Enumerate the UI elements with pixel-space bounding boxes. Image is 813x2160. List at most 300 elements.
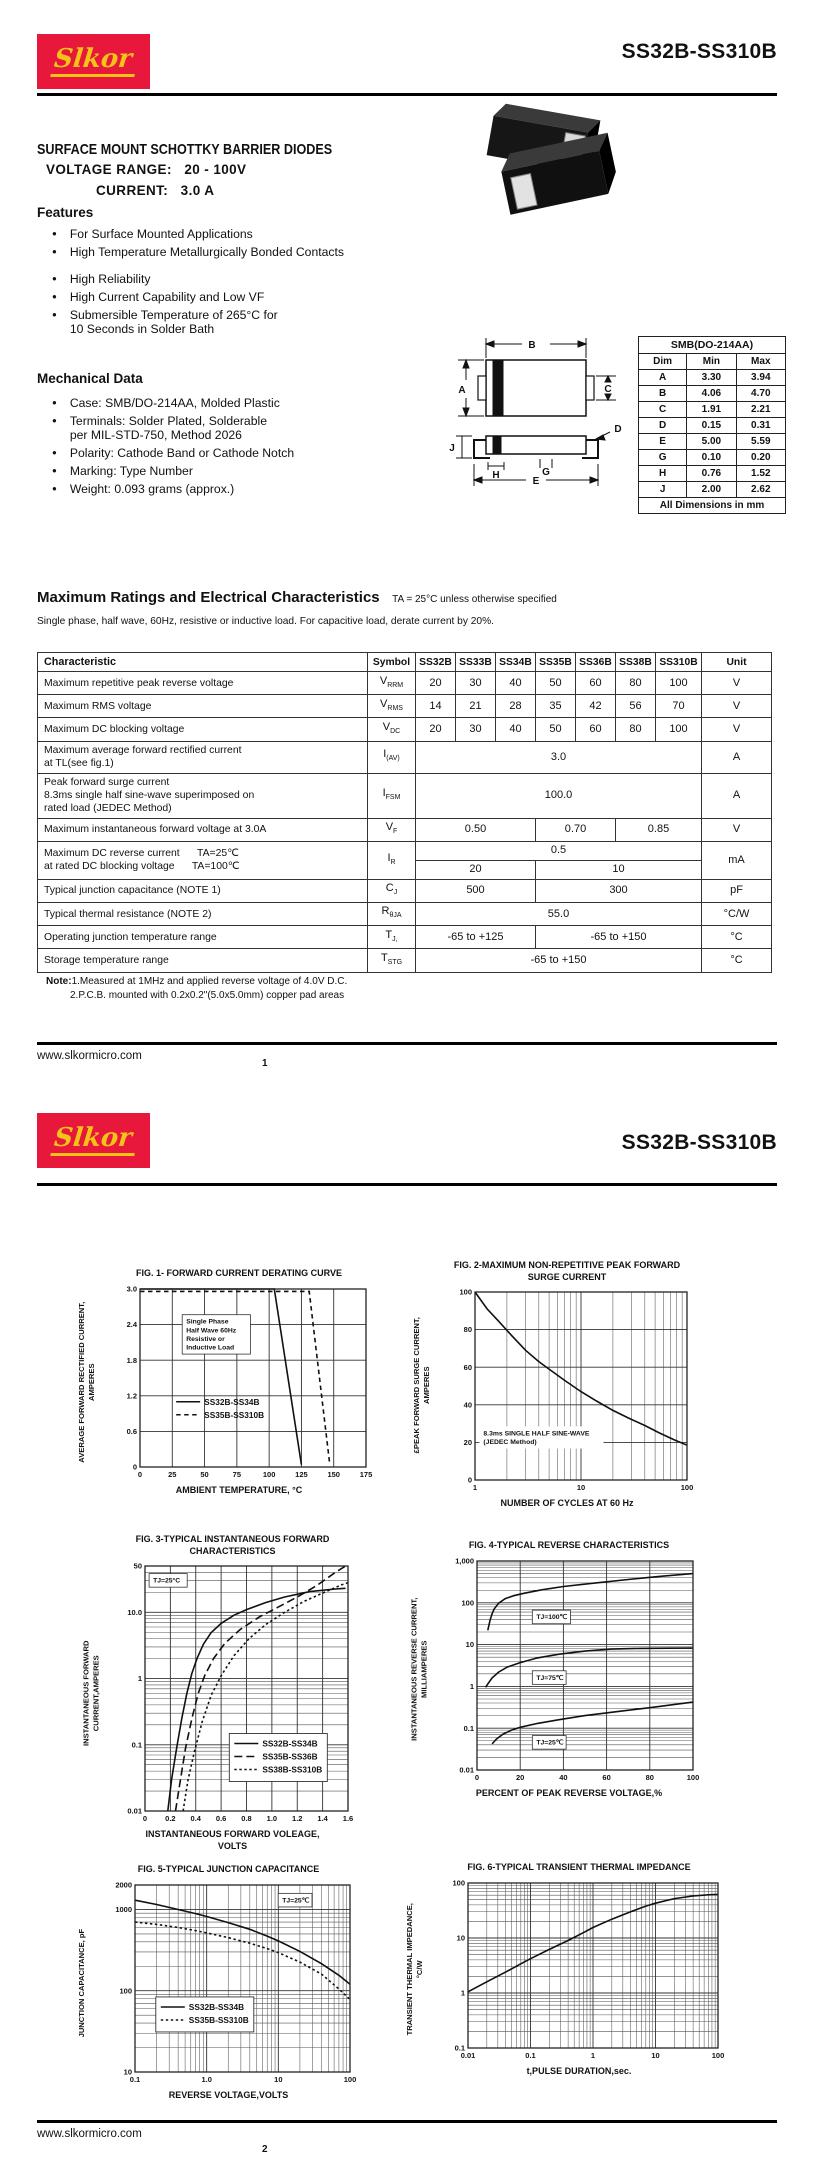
fig4-title: FIG. 4-TYPICAL REVERSE CHARACTERISTICS [468, 1540, 670, 1550]
characteristic-cell: Peak forward surge current 8.3ms single half sine-wave superimposed on rated load (JEDEC Method) [38, 773, 368, 818]
note-1-text: 1.Measured at 1MHz and applied reverse voltage of 4.0V D.C. [71, 976, 348, 987]
dim-table-body [639, 337, 786, 514]
fig1-chart [104, 1283, 374, 1483]
svg-text:TJ=25℃: TJ=25℃ [282, 1897, 310, 1905]
footer-website-page2: www.slkormicro.com [37, 2128, 142, 2140]
svg-text:SS32B-SS34B: SS32B-SS34B [188, 2001, 245, 2012]
value-cell: 300 [536, 879, 702, 902]
footer-website-page1: www.slkormicro.com [37, 1050, 142, 1062]
value-cell: 500 [416, 879, 536, 902]
package-dimensions-table [638, 336, 786, 514]
value-cell: -65 to +150 [536, 926, 702, 949]
fig4-y-axis-label: INSTANTANEOUS REVERSE CURRENT, MILLIAMPERES [409, 1598, 430, 1742]
svg-text:Single Phase: Single Phase [186, 1318, 229, 1326]
svg-text:10: 10 [274, 2074, 283, 2084]
svg-text:1: 1 [137, 1674, 142, 1684]
svg-text:Inductive Load: Inductive Load [186, 1344, 235, 1352]
characteristic-cell: Maximum repetitive peak reverse voltage [38, 672, 368, 695]
svg-text:100: 100 [262, 1469, 276, 1479]
table-row [639, 482, 786, 498]
dim-table-cell: 0.10 [687, 450, 736, 466]
svg-text:150: 150 [327, 1469, 340, 1479]
fig5-title: FIG. 5-TYPICAL JUNCTION CAPACITANCE [137, 1864, 320, 1874]
dim-table-cell: A [639, 370, 687, 386]
svg-text:0.01: 0.01 [460, 2050, 476, 2060]
list-item [52, 290, 382, 304]
list-item-text: Polarity: Cathode Band or Cathode Notch [69, 446, 295, 460]
current-label: CURRENT: [96, 183, 169, 198]
dim-table-footer: All Dimensions in mm [639, 498, 786, 514]
bullet-icon: ● [52, 310, 57, 319]
dim-table-cell: 3.30 [687, 370, 736, 386]
data-series [488, 1573, 693, 1630]
bullet-icon: ● [52, 292, 57, 301]
bullet-icon: ● [52, 398, 57, 407]
value-cell: 10 [536, 860, 702, 879]
svg-text:0.6: 0.6 [126, 1426, 137, 1436]
unit-cell: V [702, 718, 772, 741]
value-cell: 55.0 [416, 902, 702, 925]
table-row [38, 926, 772, 949]
value-cell: -65 to +150 [416, 949, 702, 972]
figure-6 [398, 1862, 726, 2077]
value-cell: 28 [496, 695, 536, 718]
dim-table-cell: B [639, 386, 687, 402]
dim-label-A: A [458, 385, 466, 396]
product-photo [470, 98, 630, 233]
unit-cell: °C/W [702, 902, 772, 925]
mechanical-data-list [52, 396, 382, 496]
characteristic-cell: Maximum instantaneous forward voltage at 3.0A [38, 818, 368, 841]
svg-text:50: 50 [133, 1561, 142, 1571]
value-cell: 30 [456, 672, 496, 695]
value-cell: 14 [416, 695, 456, 718]
value-cell: 80 [616, 718, 656, 741]
svg-text:0.6: 0.6 [215, 1814, 227, 1824]
value-cell: 20 [416, 672, 456, 695]
svg-text:175: 175 [359, 1469, 373, 1479]
svg-text:40: 40 [559, 1772, 568, 1782]
value-cell: 50 [536, 718, 576, 741]
svg-text:125: 125 [295, 1469, 308, 1479]
svg-text:2.4: 2.4 [126, 1319, 137, 1329]
svg-text:1,000: 1,000 [455, 1556, 474, 1566]
figure-2 [405, 1260, 695, 1510]
unit-cell: mA [702, 841, 772, 879]
symbol-cell: $V_{RMS}$ [368, 695, 416, 718]
svg-text:1.0: 1.0 [266, 1814, 278, 1824]
svg-text:1.6: 1.6 [342, 1814, 354, 1824]
svg-text:10: 10 [651, 2050, 660, 2060]
page-number-2: 2 [262, 2144, 268, 2155]
dim-table-cell: E [639, 434, 687, 450]
symbol-cell: $T_{STG}$ [368, 949, 416, 972]
ratings-title: Maximum Ratings and Electrical Characteristics [37, 589, 380, 606]
svg-text:10.0: 10.0 [127, 1608, 142, 1618]
dim-label-J: J [449, 443, 455, 454]
fig3-chart [109, 1560, 356, 1827]
dim-table-cell: 0.15 [687, 418, 736, 434]
table-row [38, 672, 772, 695]
value-cell: 3.0 [416, 741, 702, 773]
svg-text:100: 100 [119, 1986, 132, 1996]
characteristic-cell: Typical thermal resistance (NOTE 2) [38, 902, 368, 925]
dim-label-B: B [528, 340, 536, 351]
table-row [38, 718, 772, 741]
list-item [52, 272, 382, 286]
value-cell: 70 [656, 695, 702, 718]
dim-table-header: Dim [639, 354, 687, 370]
dim-table-cell: 0.31 [736, 418, 785, 434]
svg-text:10: 10 [576, 1483, 586, 1493]
value-cell: 0.85 [616, 818, 702, 841]
fig2-title: FIG. 2-MAXIMUM NON-REPETITIVE PEAK FORWARD SURGE CURRENT [453, 1260, 681, 1282]
ratings-column-header: SS36B [576, 653, 616, 672]
ratings-heading [37, 589, 557, 607]
dim-table-cell: 2.21 [736, 402, 785, 418]
unit-cell: A [702, 773, 772, 818]
table-row [639, 370, 786, 386]
unit-cell: V [702, 818, 772, 841]
svg-text:SS35B-SS310B: SS35B-SS310B [204, 1409, 265, 1420]
value-cell: 0.5 [416, 841, 702, 860]
value-cell: 0.50 [416, 818, 536, 841]
svg-text:(JEDEC Method): (JEDEC Method) [483, 1439, 537, 1447]
svg-text:1.2: 1.2 [126, 1391, 137, 1401]
value-cell: 20 [416, 860, 536, 879]
svg-text:1.0: 1.0 [201, 2074, 212, 2084]
svg-text:1: 1 [460, 1988, 465, 1998]
svg-text:0: 0 [142, 1814, 148, 1824]
bullet-icon: ● [52, 274, 57, 283]
fig1-title: FIG. 1- FORWARD CURRENT DERATING CURVE [135, 1268, 342, 1278]
dim-table-cell: 4.06 [687, 386, 736, 402]
table-row [639, 386, 786, 402]
svg-text:1.8: 1.8 [126, 1355, 137, 1365]
symbol-cell: $I_R$ [368, 841, 416, 879]
figure-1 [70, 1268, 374, 1496]
dim-table-cell: 4.70 [736, 386, 785, 402]
unit-cell: V [702, 695, 772, 718]
table-notes [46, 975, 347, 1003]
dim-table-cell: D [639, 418, 687, 434]
svg-text:100: 100 [680, 1483, 694, 1493]
part-number-title-page2: SS32B-SS310B [621, 1131, 777, 1154]
svg-text:10: 10 [465, 1639, 474, 1649]
list-item-text: High Current Capability and Low VF [69, 290, 265, 304]
dim-table-cell: 2.62 [736, 482, 785, 498]
svg-text:SS32B-SS34B: SS32B-SS34B [204, 1396, 260, 1407]
fig6-chart [432, 1877, 726, 2064]
brand-logo-text-page2: Slkor [50, 1125, 137, 1156]
list-item-text: Weight: 0.093 grams (approx.) [69, 482, 235, 496]
svg-text:75: 75 [232, 1469, 242, 1479]
characteristic-cell: Maximum DC reverse current TA=25℃ at rated DC blocking voltage TA=100℃ [38, 841, 368, 879]
list-item [52, 482, 382, 496]
ratings-title-note: TA = 25°C unless otherwise specified [392, 594, 557, 605]
svg-text:0: 0 [132, 1462, 137, 1472]
dim-label-G: G [542, 467, 550, 478]
value-cell: 0.70 [536, 818, 616, 841]
ratings-column-header: SS35B [536, 653, 576, 672]
svg-text:TJ=25℃: TJ=25℃ [536, 1739, 564, 1747]
figure-4 [403, 1540, 701, 1799]
voltage-range-line [46, 162, 246, 177]
table-row [38, 902, 772, 925]
fig6-y-axis-label: TRANSIENT THERMAL IMPEDANCE, °C/W [404, 1903, 424, 2036]
dim-table-cell: 5.00 [687, 434, 736, 450]
symbol-cell: $V_F$ [368, 818, 416, 841]
svg-text:20: 20 [463, 1438, 472, 1448]
value-cell: 20 [416, 718, 456, 741]
svg-text:80: 80 [463, 1325, 472, 1335]
dim-table-cell: C [639, 402, 687, 418]
list-item-text: Submersible Temperature of 265°C for 10 Seconds in Solder Bath [69, 308, 278, 336]
dim-table-cell: 5.59 [736, 434, 785, 450]
svg-text:Resistive or: Resistive or [186, 1335, 225, 1343]
dim-table-cell: H [639, 466, 687, 482]
svg-text:0.1: 0.1 [463, 1723, 474, 1733]
fig3-x-axis-label: INSTANTANEOUS FORWARD VOLEAGE, VOLTS [145, 1829, 320, 1852]
dim-table-cell: J [639, 482, 687, 498]
svg-text:10: 10 [456, 1933, 465, 1943]
value-cell: 35 [536, 695, 576, 718]
ratings-table-body [38, 672, 772, 973]
list-item [52, 464, 382, 478]
svg-text:1.4: 1.4 [317, 1814, 328, 1824]
note-line-2: 2.P.C.B. mounted with 0.2x0.2"(5.0x5.0mm) copper pad areas [70, 990, 345, 1001]
svg-text:100: 100 [686, 1772, 700, 1782]
footer-rule-page1 [37, 1042, 777, 1045]
fig5-x-axis-label: REVERSE VOLTAGE,VOLTS [168, 2089, 289, 2100]
svg-text:SS38B-SS310B: SS38B-SS310B [262, 1764, 323, 1775]
value-cell: 60 [576, 672, 616, 695]
bullet-icon: ● [52, 229, 57, 238]
value-cell: 21 [456, 695, 496, 718]
dim-table-cell: 0.20 [736, 450, 785, 466]
svg-text:60: 60 [463, 1363, 472, 1373]
part-number-title: SS32B-SS310B [621, 40, 777, 63]
svg-text:1: 1 [590, 2050, 596, 2060]
table-row [639, 402, 786, 418]
table-row [38, 741, 772, 773]
svg-text:0: 0 [137, 1469, 143, 1479]
ratings-subtitle: Single phase, half wave, 60Hz, resistive or inductive load. For capacitive load, derate current by 20%. [37, 616, 494, 627]
bullet-icon: ● [52, 466, 57, 475]
fig4-chart [437, 1555, 701, 1786]
list-item-text: High Temperature Metallurgically Bonded Contacts [69, 245, 344, 259]
brand-logo [37, 34, 150, 89]
note-line-1 [46, 975, 347, 989]
dim-label-H: H [492, 470, 500, 481]
dim-table-cell: 1.91 [687, 402, 736, 418]
value-cell: 80 [616, 672, 656, 695]
svg-text:80: 80 [645, 1772, 654, 1782]
symbol-cell: $R_{\theta JA}$ [368, 902, 416, 925]
page-number-1: 1 [262, 1058, 268, 1069]
fig3-title: FIG. 3-TYPICAL INSTANTANEOUS FORWARD CHARACTERISTICS [135, 1534, 330, 1556]
list-item [52, 245, 382, 259]
ratings-table [37, 652, 772, 973]
svg-text:0.01: 0.01 [127, 1806, 142, 1816]
value-cell: 30 [456, 718, 496, 741]
voltage-range-label: VOLTAGE RANGE: [46, 162, 172, 177]
characteristic-cell: Maximum average forward rectified current at TL(see fig.1) [38, 741, 368, 773]
table-row [38, 879, 772, 902]
list-item-text: High Reliability [69, 272, 151, 286]
symbol-cell: $T_{J,}$ [368, 926, 416, 949]
unit-cell: A [702, 741, 772, 773]
table-row [38, 695, 772, 718]
figure-5 [65, 1864, 358, 2101]
svg-text:100: 100 [461, 1598, 474, 1608]
fig5-y-axis-label: JUNCTION CAPACITANCE, pF [76, 1928, 86, 2037]
dim-label-E: E [532, 476, 540, 487]
value-cell: 100.0 [416, 773, 702, 818]
svg-text:0.01: 0.01 [459, 1765, 474, 1775]
svg-text:20: 20 [516, 1772, 525, 1782]
unit-cell: pF [702, 879, 772, 902]
bullet-icon: ● [52, 484, 57, 493]
ratings-column-header: SS34B [496, 653, 536, 672]
fig3-y-axis-label: INSTANTANEOUS FORWARD CURRENT,AMPERES [81, 1640, 101, 1747]
characteristic-cell: Maximum RMS voltage [38, 695, 368, 718]
fig1-x-axis-label: AMBIENT TEMPERATURE, °C [175, 1484, 303, 1495]
table-row [38, 818, 772, 841]
svg-text:100: 100 [452, 1878, 465, 1888]
dim-table-cell: G [639, 450, 687, 466]
table-row [38, 949, 772, 972]
svg-text:0.1: 0.1 [525, 2050, 536, 2060]
fig5-chart [99, 1879, 358, 2088]
fig2-y-axis-label: £PEAK FORWARD SURGE CURRENT, AMPERES [411, 1316, 432, 1454]
table-row [639, 434, 786, 450]
bullet-icon: ● [52, 448, 57, 457]
svg-text:SS35B-SS310B: SS35B-SS310B [188, 2014, 249, 2025]
svg-text:40: 40 [463, 1400, 472, 1410]
dim-table-cell: 2.00 [687, 482, 736, 498]
list-item [52, 227, 382, 241]
value-cell: 40 [496, 672, 536, 695]
list-item-text: Case: SMB/DO-214AA, Molded Plastic [69, 396, 280, 410]
svg-text:3.0: 3.0 [126, 1284, 137, 1294]
svg-text:0: 0 [474, 1772, 480, 1782]
value-cell: 100 [656, 718, 702, 741]
svg-text:100: 100 [459, 1287, 472, 1297]
characteristic-cell: Storage temperature range [38, 949, 368, 972]
characteristic-cell: Maximum DC blocking voltage [38, 718, 368, 741]
svg-text:0: 0 [467, 1475, 472, 1485]
value-cell: -65 to +125 [416, 926, 536, 949]
svg-text:TJ=75℃: TJ=75℃ [536, 1674, 564, 1682]
table-row [639, 450, 786, 466]
svg-text:2000: 2000 [115, 1880, 132, 1890]
table-row [639, 466, 786, 482]
unit-cell: V [702, 672, 772, 695]
voltage-range-value: 20 - 100V [184, 162, 247, 177]
value-cell: 56 [616, 695, 656, 718]
list-item [52, 308, 382, 336]
ratings-column-header: SS38B [616, 653, 656, 672]
bullet-icon: ● [52, 247, 57, 256]
symbol-cell: $V_{DC}$ [368, 718, 416, 741]
mechanical-data-title: Mechanical Data [37, 371, 143, 386]
ratings-column-header: Symbol [368, 653, 416, 672]
value-cell: 100 [656, 672, 702, 695]
package-outline-drawing [428, 318, 633, 503]
list-item-text: Terminals: Solder Plated, Solderable per MIL-STD-750, Method 2026 [69, 414, 267, 442]
fig6-x-axis-label: t,PULSE DURATION,sec. [526, 2065, 632, 2076]
ratings-column-header: SS33B [456, 653, 496, 672]
svg-text:0.2: 0.2 [165, 1814, 176, 1824]
dim-label-C: C [604, 384, 612, 395]
list-item [52, 396, 382, 410]
dim-table-cell: 1.52 [736, 466, 785, 482]
svg-text:100: 100 [711, 2050, 725, 2060]
value-cell: 60 [576, 718, 616, 741]
value-cell: 50 [536, 672, 576, 695]
fig2-chart [439, 1286, 695, 1496]
ratings-table-head [38, 653, 772, 672]
table-row [639, 418, 786, 434]
figure-3 [75, 1534, 356, 1853]
table-row [38, 773, 772, 818]
characteristic-cell: Typical junction capacitance (NOTE 1) [38, 879, 368, 902]
dim-table-header: Min [687, 354, 736, 370]
svg-text:SS35B-SS36B: SS35B-SS36B [262, 1751, 318, 1762]
svg-text:10: 10 [123, 2067, 132, 2077]
svg-text:1: 1 [469, 1681, 474, 1691]
dim-table-header: Max [736, 354, 785, 370]
brand-logo-page2 [37, 1113, 150, 1168]
svg-text:0.1: 0.1 [454, 2043, 465, 2053]
list-item [52, 414, 382, 442]
dim-label-D: D [614, 424, 622, 435]
ratings-column-header: Characteristic [38, 653, 368, 672]
symbol-cell: $I_{(AV)}$ [368, 741, 416, 773]
svg-text:60: 60 [602, 1772, 611, 1782]
svg-text:0.4: 0.4 [190, 1814, 201, 1824]
header-rule [37, 93, 777, 96]
svg-text:50: 50 [200, 1469, 209, 1479]
table-row [38, 841, 772, 860]
page-title: SURFACE MOUNT SCHOTTKY BARRIER DIODES [37, 141, 333, 158]
svg-text:0.8: 0.8 [241, 1814, 252, 1824]
current-line [96, 183, 214, 198]
header-rule-page2 [37, 1183, 777, 1186]
svg-text:TJ=100℃: TJ=100℃ [536, 1613, 568, 1621]
unit-cell: °C [702, 926, 772, 949]
unit-cell: °C [702, 949, 772, 972]
svg-text:SS32B-SS34B: SS32B-SS34B [262, 1738, 318, 1749]
svg-text:0.1: 0.1 [131, 1740, 142, 1750]
list-item [52, 446, 382, 460]
dim-table-cell: 0.76 [687, 466, 736, 482]
fig2-x-axis-label: NUMBER OF CYCLES AT 60 Hz [500, 1498, 634, 1509]
brand-logo-text: Slkor [50, 46, 137, 77]
value-cell: 42 [576, 695, 616, 718]
symbol-cell: $C_J$ [368, 879, 416, 902]
svg-text:1: 1 [472, 1483, 478, 1493]
svg-text:25: 25 [168, 1469, 177, 1479]
symbol-cell: $I_{FSM}$ [368, 773, 416, 818]
svg-text:100: 100 [343, 2074, 357, 2084]
symbol-cell: $V_{RRM}$ [368, 672, 416, 695]
note-label: Note: [46, 976, 72, 987]
ratings-column-header: SS310B [656, 653, 702, 672]
fig1-y-axis-label: AVERAGE FORWARD RECTIFIED CURRENT, AMPERES [76, 1301, 97, 1463]
dim-table-title: SMB(DO-214AA) [639, 337, 786, 354]
